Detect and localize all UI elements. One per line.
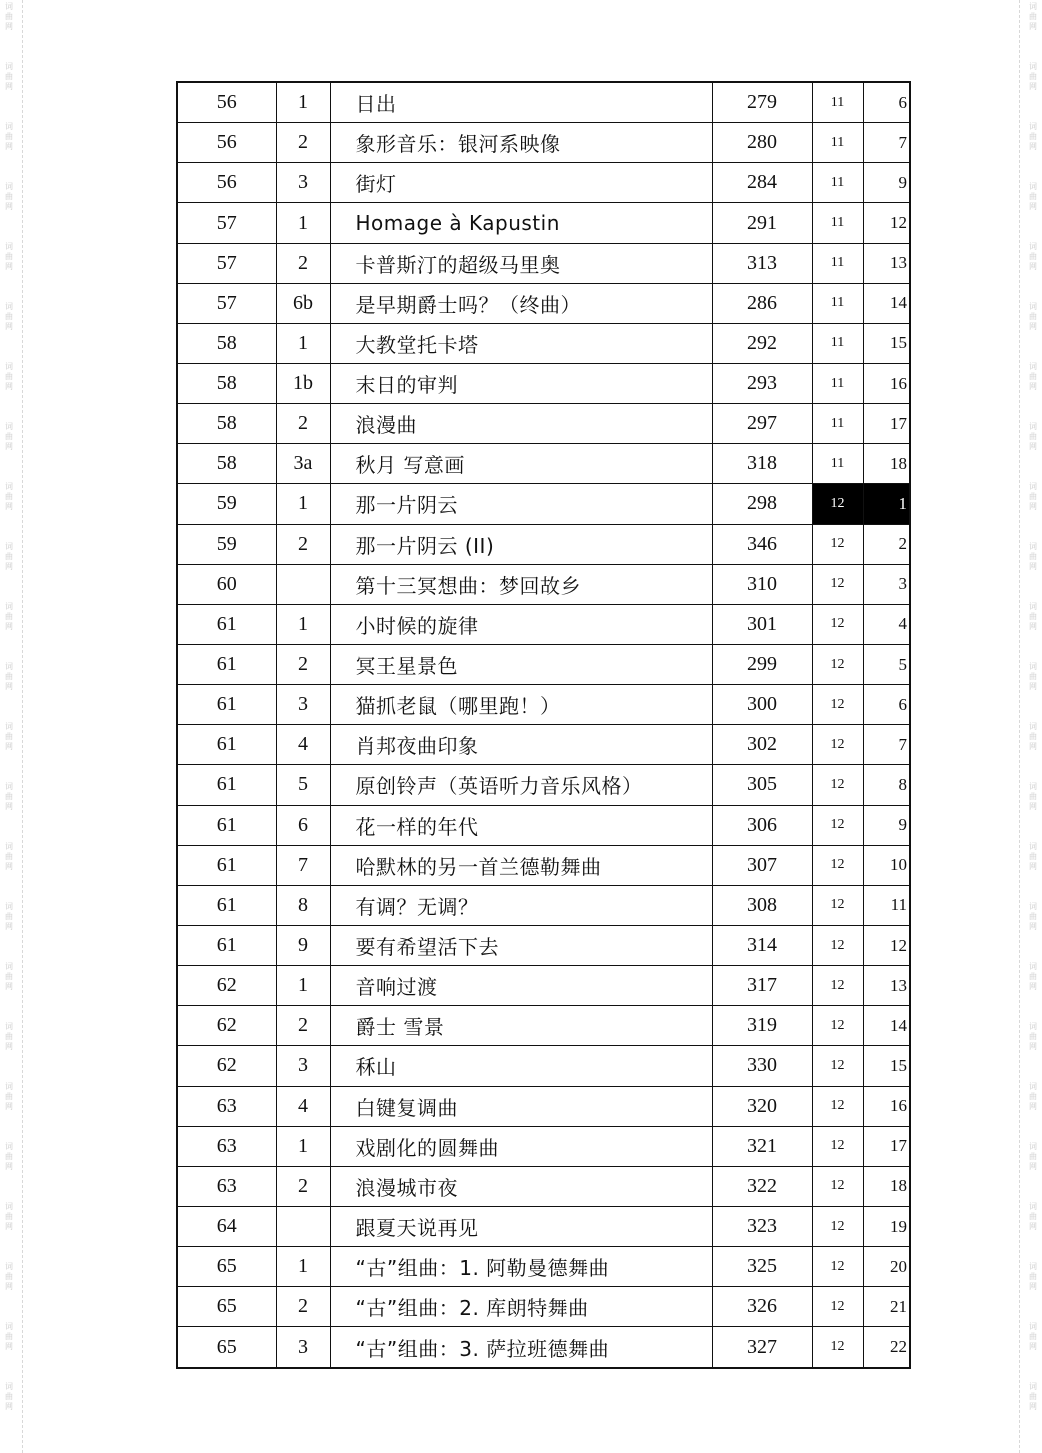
track-number-cell: 6b <box>276 283 330 323</box>
index-number-cell: 13 <box>863 966 910 1006</box>
table-row <box>177 444 910 484</box>
piece-title-cell: 小时候的旋律 <box>330 604 712 644</box>
watermark-text: 词曲网 <box>1029 722 1037 751</box>
watermark-text: 词曲网 <box>1029 422 1037 451</box>
piece-title-cell: 肖邦夜曲印象 <box>330 725 712 765</box>
book-number-cell: 62 <box>177 966 276 1006</box>
index-number-cell: 10 <box>863 845 910 885</box>
book-number-cell: 56 <box>177 123 276 163</box>
page-number-cell: 320 <box>712 1086 812 1126</box>
track-number-cell: 1b <box>276 364 330 404</box>
track-number-cell: 2 <box>276 404 330 444</box>
watermark-text: 词曲网 <box>5 722 13 751</box>
track-number-cell: 2 <box>276 1166 330 1206</box>
page-number-cell: 321 <box>712 1126 812 1166</box>
watermark-text: 词曲网 <box>1029 1022 1037 1051</box>
track-number-cell: 1 <box>276 1247 330 1287</box>
index-number-cell: 1 <box>863 484 910 524</box>
book-number-cell: 61 <box>177 925 276 965</box>
volume-cell: 12 <box>812 1206 863 1246</box>
track-number-cell: 1 <box>276 82 330 123</box>
watermark-text: 词曲网 <box>5 362 13 391</box>
track-number-cell: 1 <box>276 203 330 243</box>
table-row <box>177 364 910 404</box>
piece-title-cell: 浪漫城市夜 <box>330 1166 712 1206</box>
track-number-cell: 1 <box>276 1126 330 1166</box>
watermark-text: 词曲网 <box>1029 182 1037 211</box>
volume-cell: 12 <box>812 1086 863 1126</box>
page-number-cell: 306 <box>712 805 812 845</box>
volume-cell: 12 <box>812 524 863 564</box>
page-number-cell: 310 <box>712 564 812 604</box>
watermark-text: 词曲网 <box>1029 962 1037 991</box>
track-number-cell: 1 <box>276 484 330 524</box>
track-number-cell: 7 <box>276 845 330 885</box>
index-number-cell: 17 <box>863 404 910 444</box>
contents-table <box>176 81 911 1369</box>
track-number-cell: 3a <box>276 444 330 484</box>
book-number-cell: 62 <box>177 1046 276 1086</box>
watermark-text: 词曲网 <box>5 1382 13 1411</box>
table-row <box>177 1327 910 1368</box>
watermark-text: 词曲网 <box>5 122 13 151</box>
watermark-text: 词曲网 <box>5 842 13 871</box>
volume-cell: 12 <box>812 1126 863 1166</box>
page-number-cell: 323 <box>712 1206 812 1246</box>
track-number-cell: 2 <box>276 644 330 684</box>
index-number-cell: 22 <box>863 1327 910 1368</box>
book-number-cell: 63 <box>177 1086 276 1126</box>
page-number-cell: 307 <box>712 845 812 885</box>
volume-cell: 11 <box>812 283 863 323</box>
table-row <box>177 1126 910 1166</box>
index-number-cell: 14 <box>863 283 910 323</box>
piece-title-cell: 大教堂托卡塔 <box>330 323 712 363</box>
table-row <box>177 484 910 524</box>
watermark-text: 词曲网 <box>1029 242 1037 271</box>
volume-cell: 11 <box>812 82 863 123</box>
table-row <box>177 805 910 845</box>
volume-cell: 12 <box>812 1247 863 1287</box>
watermark-text: 词曲网 <box>5 1322 13 1351</box>
watermark-text: 词曲网 <box>5 422 13 451</box>
piece-title-cell: 哈默林的另一首兰德勒舞曲 <box>330 845 712 885</box>
table-row <box>177 604 910 644</box>
watermark-text: 词曲网 <box>5 1022 13 1051</box>
watermark-text: 词曲网 <box>1029 1262 1037 1291</box>
index-number-cell: 15 <box>863 323 910 363</box>
table-row <box>177 1247 910 1287</box>
index-number-cell: 14 <box>863 1006 910 1046</box>
index-number-cell: 17 <box>863 1126 910 1166</box>
book-number-cell: 61 <box>177 845 276 885</box>
volume-cell: 12 <box>812 765 863 805</box>
page-number-cell: 280 <box>712 123 812 163</box>
watermark-text: 词曲网 <box>5 182 13 211</box>
volume-cell: 12 <box>812 1166 863 1206</box>
index-number-cell: 12 <box>863 925 910 965</box>
book-number-cell: 65 <box>177 1327 276 1368</box>
index-number-cell: 7 <box>863 123 910 163</box>
index-number-cell: 13 <box>863 243 910 283</box>
page-number-cell: 305 <box>712 765 812 805</box>
track-number-cell: 4 <box>276 1086 330 1126</box>
track-number-cell: 2 <box>276 243 330 283</box>
watermark-text: 词曲网 <box>1029 542 1037 571</box>
piece-title-cell: 戏剧化的圆舞曲 <box>330 1126 712 1166</box>
piece-title-cell: 秝山 <box>330 1046 712 1086</box>
piece-title-cell: 冥王星景色 <box>330 644 712 684</box>
book-number-cell: 61 <box>177 685 276 725</box>
volume-cell: 12 <box>812 604 863 644</box>
piece-title-cell: “古”组曲：1. 阿勒曼德舞曲 <box>330 1247 712 1287</box>
book-number-cell: 57 <box>177 243 276 283</box>
book-number-cell: 61 <box>177 725 276 765</box>
book-number-cell: 64 <box>177 1206 276 1246</box>
piece-title-cell: 那一片阴云 <box>330 484 712 524</box>
table-row <box>177 1006 910 1046</box>
watermark-text: 词曲网 <box>5 2 13 31</box>
table-row <box>177 1206 910 1246</box>
index-number-cell: 20 <box>863 1247 910 1287</box>
table-row <box>177 404 910 444</box>
track-number-cell: 1 <box>276 323 330 363</box>
book-number-cell: 61 <box>177 805 276 845</box>
track-number-cell: 3 <box>276 685 330 725</box>
table-row <box>177 845 910 885</box>
book-number-cell: 57 <box>177 203 276 243</box>
index-number-cell: 2 <box>863 524 910 564</box>
watermark-text: 词曲网 <box>5 782 13 811</box>
watermark-text: 词曲网 <box>5 602 13 631</box>
piece-title-cell: 那一片阴云 (II) <box>330 524 712 564</box>
page-number-cell: 346 <box>712 524 812 564</box>
piece-title-cell: 要有希望活下去 <box>330 925 712 965</box>
track-number-cell: 9 <box>276 925 330 965</box>
volume-cell: 11 <box>812 404 863 444</box>
piece-title-cell: 白键复调曲 <box>330 1086 712 1126</box>
piece-title-cell: 是早期爵士吗？（终曲） <box>330 283 712 323</box>
index-number-cell: 7 <box>863 725 910 765</box>
volume-cell: 12 <box>812 1006 863 1046</box>
page-number-cell: 291 <box>712 203 812 243</box>
watermark-text: 词曲网 <box>1029 2 1037 31</box>
page-number-cell: 286 <box>712 283 812 323</box>
volume-cell: 12 <box>812 484 863 524</box>
page-number-cell: 279 <box>712 82 812 123</box>
page-number-cell: 318 <box>712 444 812 484</box>
watermark-text: 词曲网 <box>1029 1202 1037 1231</box>
table-row <box>177 644 910 684</box>
left-margin-guide <box>22 0 35 1453</box>
watermark-text: 词曲网 <box>5 302 13 331</box>
book-number-cell: 59 <box>177 484 276 524</box>
volume-cell: 12 <box>812 885 863 925</box>
index-number-cell: 8 <box>863 765 910 805</box>
volume-cell: 11 <box>812 203 863 243</box>
book-number-cell: 58 <box>177 364 276 404</box>
index-number-cell: 4 <box>863 604 910 644</box>
page-number-cell: 293 <box>712 364 812 404</box>
piece-title-cell: 卡普斯汀的超级马里奥 <box>330 243 712 283</box>
volume-cell: 11 <box>812 364 863 404</box>
track-number-cell: 4 <box>276 725 330 765</box>
index-number-cell: 16 <box>863 1086 910 1126</box>
track-number-cell: 1 <box>276 604 330 644</box>
page-number-cell: 299 <box>712 644 812 684</box>
piece-title-cell: 浪漫曲 <box>330 404 712 444</box>
track-number-cell: 6 <box>276 805 330 845</box>
table-row <box>177 283 910 323</box>
book-number-cell: 61 <box>177 765 276 805</box>
book-number-cell: 62 <box>177 1006 276 1046</box>
book-number-cell: 58 <box>177 444 276 484</box>
page-number-cell: 317 <box>712 966 812 1006</box>
volume-cell: 11 <box>812 444 863 484</box>
book-number-cell: 60 <box>177 564 276 604</box>
watermark-text: 词曲网 <box>5 962 13 991</box>
watermark-text: 词曲网 <box>5 1142 13 1171</box>
volume-cell: 12 <box>812 725 863 765</box>
index-number-cell: 3 <box>863 564 910 604</box>
volume-cell: 12 <box>812 805 863 845</box>
page-number-cell: 301 <box>712 604 812 644</box>
track-number-cell: 3 <box>276 163 330 203</box>
book-number-cell: 58 <box>177 404 276 444</box>
watermark-text: 词曲网 <box>5 662 13 691</box>
volume-cell: 12 <box>812 685 863 725</box>
page-number-cell: 327 <box>712 1327 812 1368</box>
table-row <box>177 765 910 805</box>
volume-cell: 12 <box>812 644 863 684</box>
piece-title-cell: 有调？无调？ <box>330 885 712 925</box>
piece-title-cell: 末日的审判 <box>330 364 712 404</box>
watermark-text: 词曲网 <box>1029 842 1037 871</box>
table-row <box>177 163 910 203</box>
index-number-cell: 9 <box>863 163 910 203</box>
page-number-cell: 330 <box>712 1046 812 1086</box>
piece-title-cell: 猫抓老鼠（哪里跑！） <box>330 685 712 725</box>
page-number-cell: 326 <box>712 1287 812 1327</box>
watermark-text: 词曲网 <box>5 62 13 91</box>
watermark-text: 词曲网 <box>1029 782 1037 811</box>
index-number-cell: 18 <box>863 444 910 484</box>
table-row <box>177 243 910 283</box>
index-number-cell: 6 <box>863 685 910 725</box>
table-row <box>177 123 910 163</box>
watermark-text: 词曲网 <box>5 542 13 571</box>
book-number-cell: 57 <box>177 283 276 323</box>
index-number-cell: 21 <box>863 1287 910 1327</box>
volume-cell: 12 <box>812 966 863 1006</box>
table-row <box>177 1287 910 1327</box>
table-row <box>177 564 910 604</box>
volume-cell: 12 <box>812 1287 863 1327</box>
track-number-cell: 2 <box>276 123 330 163</box>
book-number-cell: 59 <box>177 524 276 564</box>
volume-cell: 12 <box>812 1046 863 1086</box>
track-number-cell <box>276 564 330 604</box>
contents-table-body <box>177 82 910 1368</box>
table-row <box>177 1086 910 1126</box>
piece-title-cell: 原创铃声（英语听力音乐风格） <box>330 765 712 805</box>
table-row <box>177 885 910 925</box>
volume-cell: 11 <box>812 243 863 283</box>
book-number-cell: 58 <box>177 323 276 363</box>
table-row <box>177 966 910 1006</box>
watermark-text: 词曲网 <box>5 1202 13 1231</box>
piece-title-cell: 花一样的年代 <box>330 805 712 845</box>
watermark-text: 词曲网 <box>1029 902 1037 931</box>
piece-title-cell: 第十三冥想曲：梦回故乡 <box>330 564 712 604</box>
piece-title-cell: “古”组曲：2. 库朗特舞曲 <box>330 1287 712 1327</box>
watermark-text: 词曲网 <box>1029 122 1037 151</box>
watermark-text: 词曲网 <box>1029 1322 1037 1351</box>
volume-cell: 12 <box>812 845 863 885</box>
piece-title-cell: Homage à Kapustin <box>330 203 712 243</box>
index-number-cell: 5 <box>863 644 910 684</box>
piece-title-cell: 跟夏天说再见 <box>330 1206 712 1246</box>
table-row <box>177 1046 910 1086</box>
page-number-cell: 308 <box>712 885 812 925</box>
table-row <box>177 82 910 123</box>
track-number-cell: 1 <box>276 966 330 1006</box>
index-number-cell: 6 <box>863 82 910 123</box>
watermark-text: 词曲网 <box>5 482 13 511</box>
page-number-cell: 319 <box>712 1006 812 1046</box>
table-row <box>177 1166 910 1206</box>
book-number-cell: 61 <box>177 604 276 644</box>
table-row <box>177 925 910 965</box>
index-number-cell: 12 <box>863 203 910 243</box>
track-number-cell: 5 <box>276 765 330 805</box>
index-number-cell: 16 <box>863 364 910 404</box>
book-number-cell: 65 <box>177 1247 276 1287</box>
piece-title-cell: 象形音乐：银河系映像 <box>330 123 712 163</box>
index-number-cell: 15 <box>863 1046 910 1086</box>
table-row <box>177 323 910 363</box>
book-number-cell: 63 <box>177 1126 276 1166</box>
piece-title-cell: “古”组曲：3. 萨拉班德舞曲 <box>330 1327 712 1368</box>
book-number-cell: 56 <box>177 82 276 123</box>
track-number-cell: 8 <box>276 885 330 925</box>
watermark-text: 词曲网 <box>1029 302 1037 331</box>
table-row <box>177 203 910 243</box>
watermark-text: 词曲网 <box>5 902 13 931</box>
track-number-cell: 3 <box>276 1327 330 1368</box>
volume-cell: 11 <box>812 123 863 163</box>
page-number-cell: 297 <box>712 404 812 444</box>
volume-cell: 11 <box>812 163 863 203</box>
track-number-cell: 2 <box>276 1006 330 1046</box>
table-row <box>177 685 910 725</box>
watermark-text: 词曲网 <box>5 1262 13 1291</box>
piece-title-cell: 爵士 雪景 <box>330 1006 712 1046</box>
volume-cell: 12 <box>812 564 863 604</box>
watermark-text: 词曲网 <box>1029 1082 1037 1111</box>
volume-cell: 12 <box>812 1327 863 1368</box>
book-number-cell: 61 <box>177 885 276 925</box>
page-number-cell: 302 <box>712 725 812 765</box>
track-number-cell <box>276 1206 330 1246</box>
page-number-cell: 313 <box>712 243 812 283</box>
watermark-text: 词曲网 <box>1029 1382 1037 1411</box>
book-number-cell: 65 <box>177 1287 276 1327</box>
watermark-text: 词曲网 <box>5 1082 13 1111</box>
index-number-cell: 9 <box>863 805 910 845</box>
book-number-cell: 63 <box>177 1166 276 1206</box>
page-number-cell: 322 <box>712 1166 812 1206</box>
watermark-text: 词曲网 <box>1029 362 1037 391</box>
volume-cell: 11 <box>812 323 863 363</box>
index-number-cell: 18 <box>863 1166 910 1206</box>
volume-cell: 12 <box>812 925 863 965</box>
page-number-cell: 314 <box>712 925 812 965</box>
page-number-cell: 325 <box>712 1247 812 1287</box>
piece-title-cell: 日出 <box>330 82 712 123</box>
index-number-cell: 11 <box>863 885 910 925</box>
book-number-cell: 61 <box>177 644 276 684</box>
page-number-cell: 298 <box>712 484 812 524</box>
watermark-text: 词曲网 <box>1029 602 1037 631</box>
piece-title-cell: 秋月 写意画 <box>330 444 712 484</box>
watermark-text: 词曲网 <box>1029 662 1037 691</box>
watermark-text: 词曲网 <box>5 242 13 271</box>
track-number-cell: 2 <box>276 1287 330 1327</box>
page-number-cell: 300 <box>712 685 812 725</box>
watermark-text: 词曲网 <box>1029 1142 1037 1171</box>
watermark-text: 词曲网 <box>1029 482 1037 511</box>
piece-title-cell: 音响过渡 <box>330 966 712 1006</box>
book-number-cell: 56 <box>177 163 276 203</box>
track-number-cell: 3 <box>276 1046 330 1086</box>
table-row <box>177 725 910 765</box>
page-number-cell: 284 <box>712 163 812 203</box>
index-number-cell: 19 <box>863 1206 910 1246</box>
watermark-text: 词曲网 <box>1029 62 1037 91</box>
page-number-cell: 292 <box>712 323 812 363</box>
piece-title-cell: 街灯 <box>330 163 712 203</box>
table-row <box>177 524 910 564</box>
track-number-cell: 2 <box>276 524 330 564</box>
